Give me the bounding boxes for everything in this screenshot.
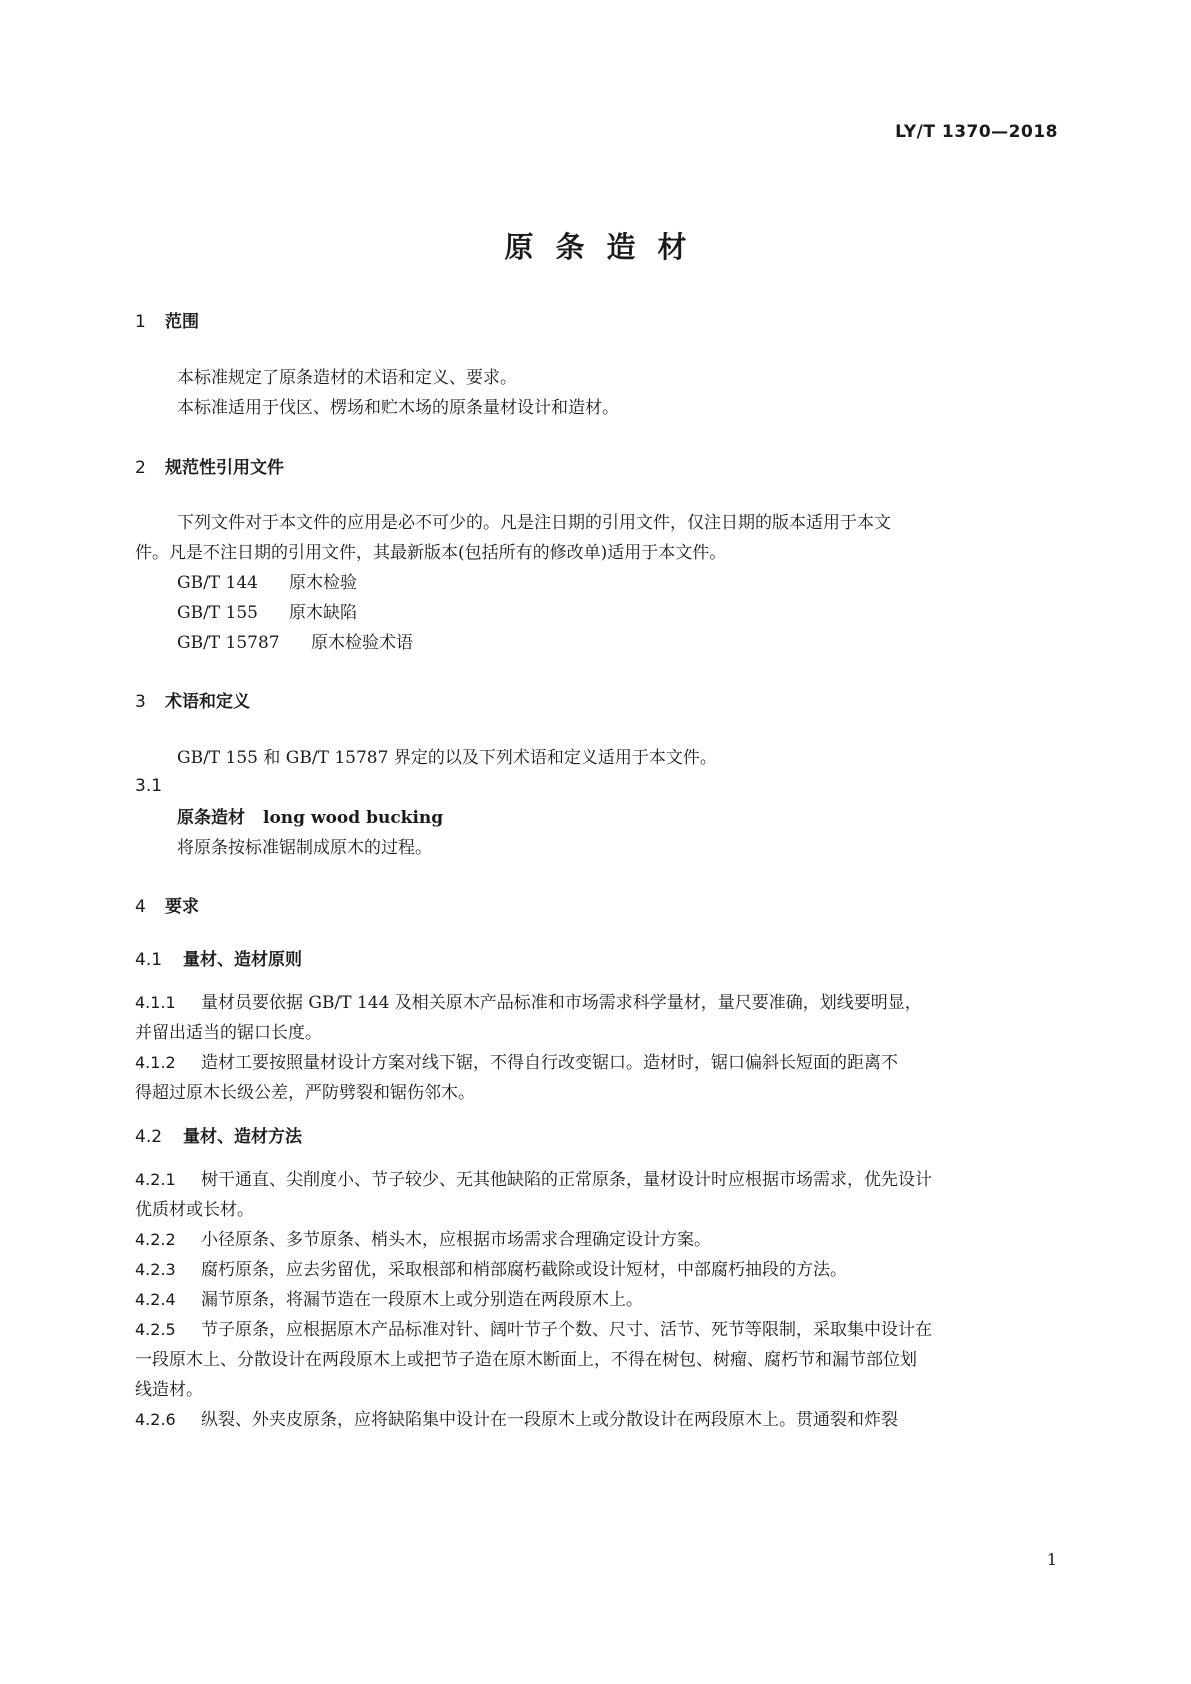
reference-code: GB/T 144 — [177, 573, 258, 593]
clause-4-2-6-line-1 — [135, 1404, 1056, 1436]
term-english: long wood bucking — [263, 808, 444, 828]
clause-number: 4.2.5 — [135, 1320, 176, 1339]
section-1-paragraph-1: 本标准规定了原条造材的术语和定义、要求。 — [177, 368, 517, 388]
reference-code: GB/T 15787 — [177, 633, 280, 653]
clause-text: 小径原条、多节原条、梢头木，应根据市场需求合理确定设计方案。 — [201, 1230, 711, 1250]
section-3-heading — [135, 687, 250, 712]
reference-title: 原木缺陷 — [289, 603, 357, 623]
clause-4-2-5-line-2: 一段原木上、分散设计在两段原木上或把节子造在原木断面上，不得在树包、树瘤、腐朽节和漏节部位划 — [135, 1350, 917, 1370]
reference-title: 原木检验 — [289, 573, 357, 593]
subsection-title: 量材、造材方法 — [183, 1127, 302, 1147]
subsection-number: 4.2 — [135, 1127, 163, 1147]
clause-4-2-5-line-3: 线造材。 — [135, 1380, 203, 1400]
clause-4-2-1-line-2: 优质材或长材。 — [135, 1200, 254, 1220]
clause-number: 4.2.4 — [135, 1290, 176, 1309]
section-1-paragraph-2: 本标准适用于伐区、楞场和贮木场的原条量材设计和造材。 — [177, 398, 619, 418]
reference-title: 原木检验术语 — [311, 633, 413, 653]
term-entry — [177, 802, 1098, 834]
section-2-paragraph-line-1: 下列文件对于本文件的应用是必不可少的。凡是注日期的引用文件，仅注日期的版本适用于本文 — [177, 513, 891, 533]
clause-4-1-2-line-1 — [135, 1047, 1056, 1079]
clause-4-1-2-line-2: 得超过原木长级公差，严防劈裂和锯伤邻木。 — [135, 1083, 475, 1103]
clause-text: 造材工要按照量材设计方案对线下锯，不得自行改变锯口。造材时，锯口偏斜长短面的距离不 — [201, 1053, 898, 1073]
clause-text: 纵裂、外夹皮原条，应将缺陷集中设计在一段原木上或分散设计在两段原木上。贯通裂和炸裂 — [201, 1410, 898, 1430]
reference-item — [177, 627, 1098, 659]
clause-number: 4.2.2 — [135, 1230, 176, 1249]
reference-item — [177, 597, 1098, 629]
standard-code: LY/T 1370—2018 — [895, 122, 1058, 142]
section-title: 范围 — [165, 312, 199, 332]
subsection-4-2-heading — [135, 1122, 302, 1147]
section-number: 4 — [135, 897, 146, 917]
subsection-title: 量材、造材原则 — [183, 950, 302, 970]
clause-number: 4.1.2 — [135, 1053, 176, 1072]
clause-text: 腐朽原条，应去劣留优，采取根部和梢部腐朽截除或设计短材，中部腐朽抽段的方法。 — [201, 1260, 847, 1280]
clause-text: 漏节原条，将漏节造在一段原木上或分别造在两段原木上。 — [201, 1290, 643, 1310]
clause-4-2-3 — [135, 1254, 1056, 1286]
clause-4-2-2 — [135, 1224, 1056, 1256]
clause-text: 节子原条，应根据原木产品标准对针、阔叶节子个数、尺寸、活节、死节等限制，采取集中设计在 — [201, 1320, 932, 1340]
section-number: 2 — [135, 458, 146, 478]
subsection-4-1-heading — [135, 945, 302, 970]
clause-4-1-1-line-2: 并留出适当的锯口长度。 — [135, 1023, 322, 1043]
reference-code: GB/T 155 — [177, 603, 258, 623]
clause-4-1-1-line-1 — [135, 987, 1056, 1019]
subsection-number: 4.1 — [135, 950, 163, 970]
clause-number: 4.2.6 — [135, 1410, 176, 1429]
section-title: 规范性引用文件 — [165, 458, 284, 478]
clause-text: 树干通直、尖削度小、节子较少、无其他缺陷的正常原条，量材设计时应根据市场需求，优先设计 — [201, 1170, 932, 1190]
clause-number: 4.2.1 — [135, 1170, 176, 1189]
section-number: 1 — [135, 312, 146, 332]
clause-4-2-1-line-1 — [135, 1164, 1056, 1196]
section-2-paragraph-line-2: 件。凡是不注日期的引用文件，其最新版本(包括所有的修改单)适用于本文件。 — [135, 543, 727, 563]
section-title: 术语和定义 — [165, 692, 250, 712]
clause-4-2-4 — [135, 1284, 1056, 1316]
term-chinese: 原条造材 — [177, 808, 245, 828]
term-number: 3.1 — [135, 776, 163, 796]
section-3-paragraph: GB/T 155 和 GB/T 15787 界定的以及下列术语和定义适用于本文件。 — [177, 748, 717, 768]
clause-text: 量材员要依据 GB/T 144 及相关原木产品标准和市场需求科学量材，量尺要准确，划线要明显， — [201, 993, 922, 1013]
clause-number: 4.1.1 — [135, 993, 176, 1012]
clause-number: 4.2.3 — [135, 1260, 176, 1279]
document-title: 原条造材 — [504, 230, 709, 264]
clause-4-2-5-line-1 — [135, 1314, 1056, 1346]
section-title: 要求 — [165, 897, 199, 917]
page-number: 1 — [1046, 1550, 1057, 1569]
section-1-heading — [135, 307, 199, 332]
section-4-heading — [135, 892, 199, 917]
reference-item — [177, 567, 1098, 599]
section-number: 3 — [135, 692, 146, 712]
term-definition: 将原条按标准锯制成原木的过程。 — [177, 838, 432, 858]
section-2-heading — [135, 453, 284, 478]
